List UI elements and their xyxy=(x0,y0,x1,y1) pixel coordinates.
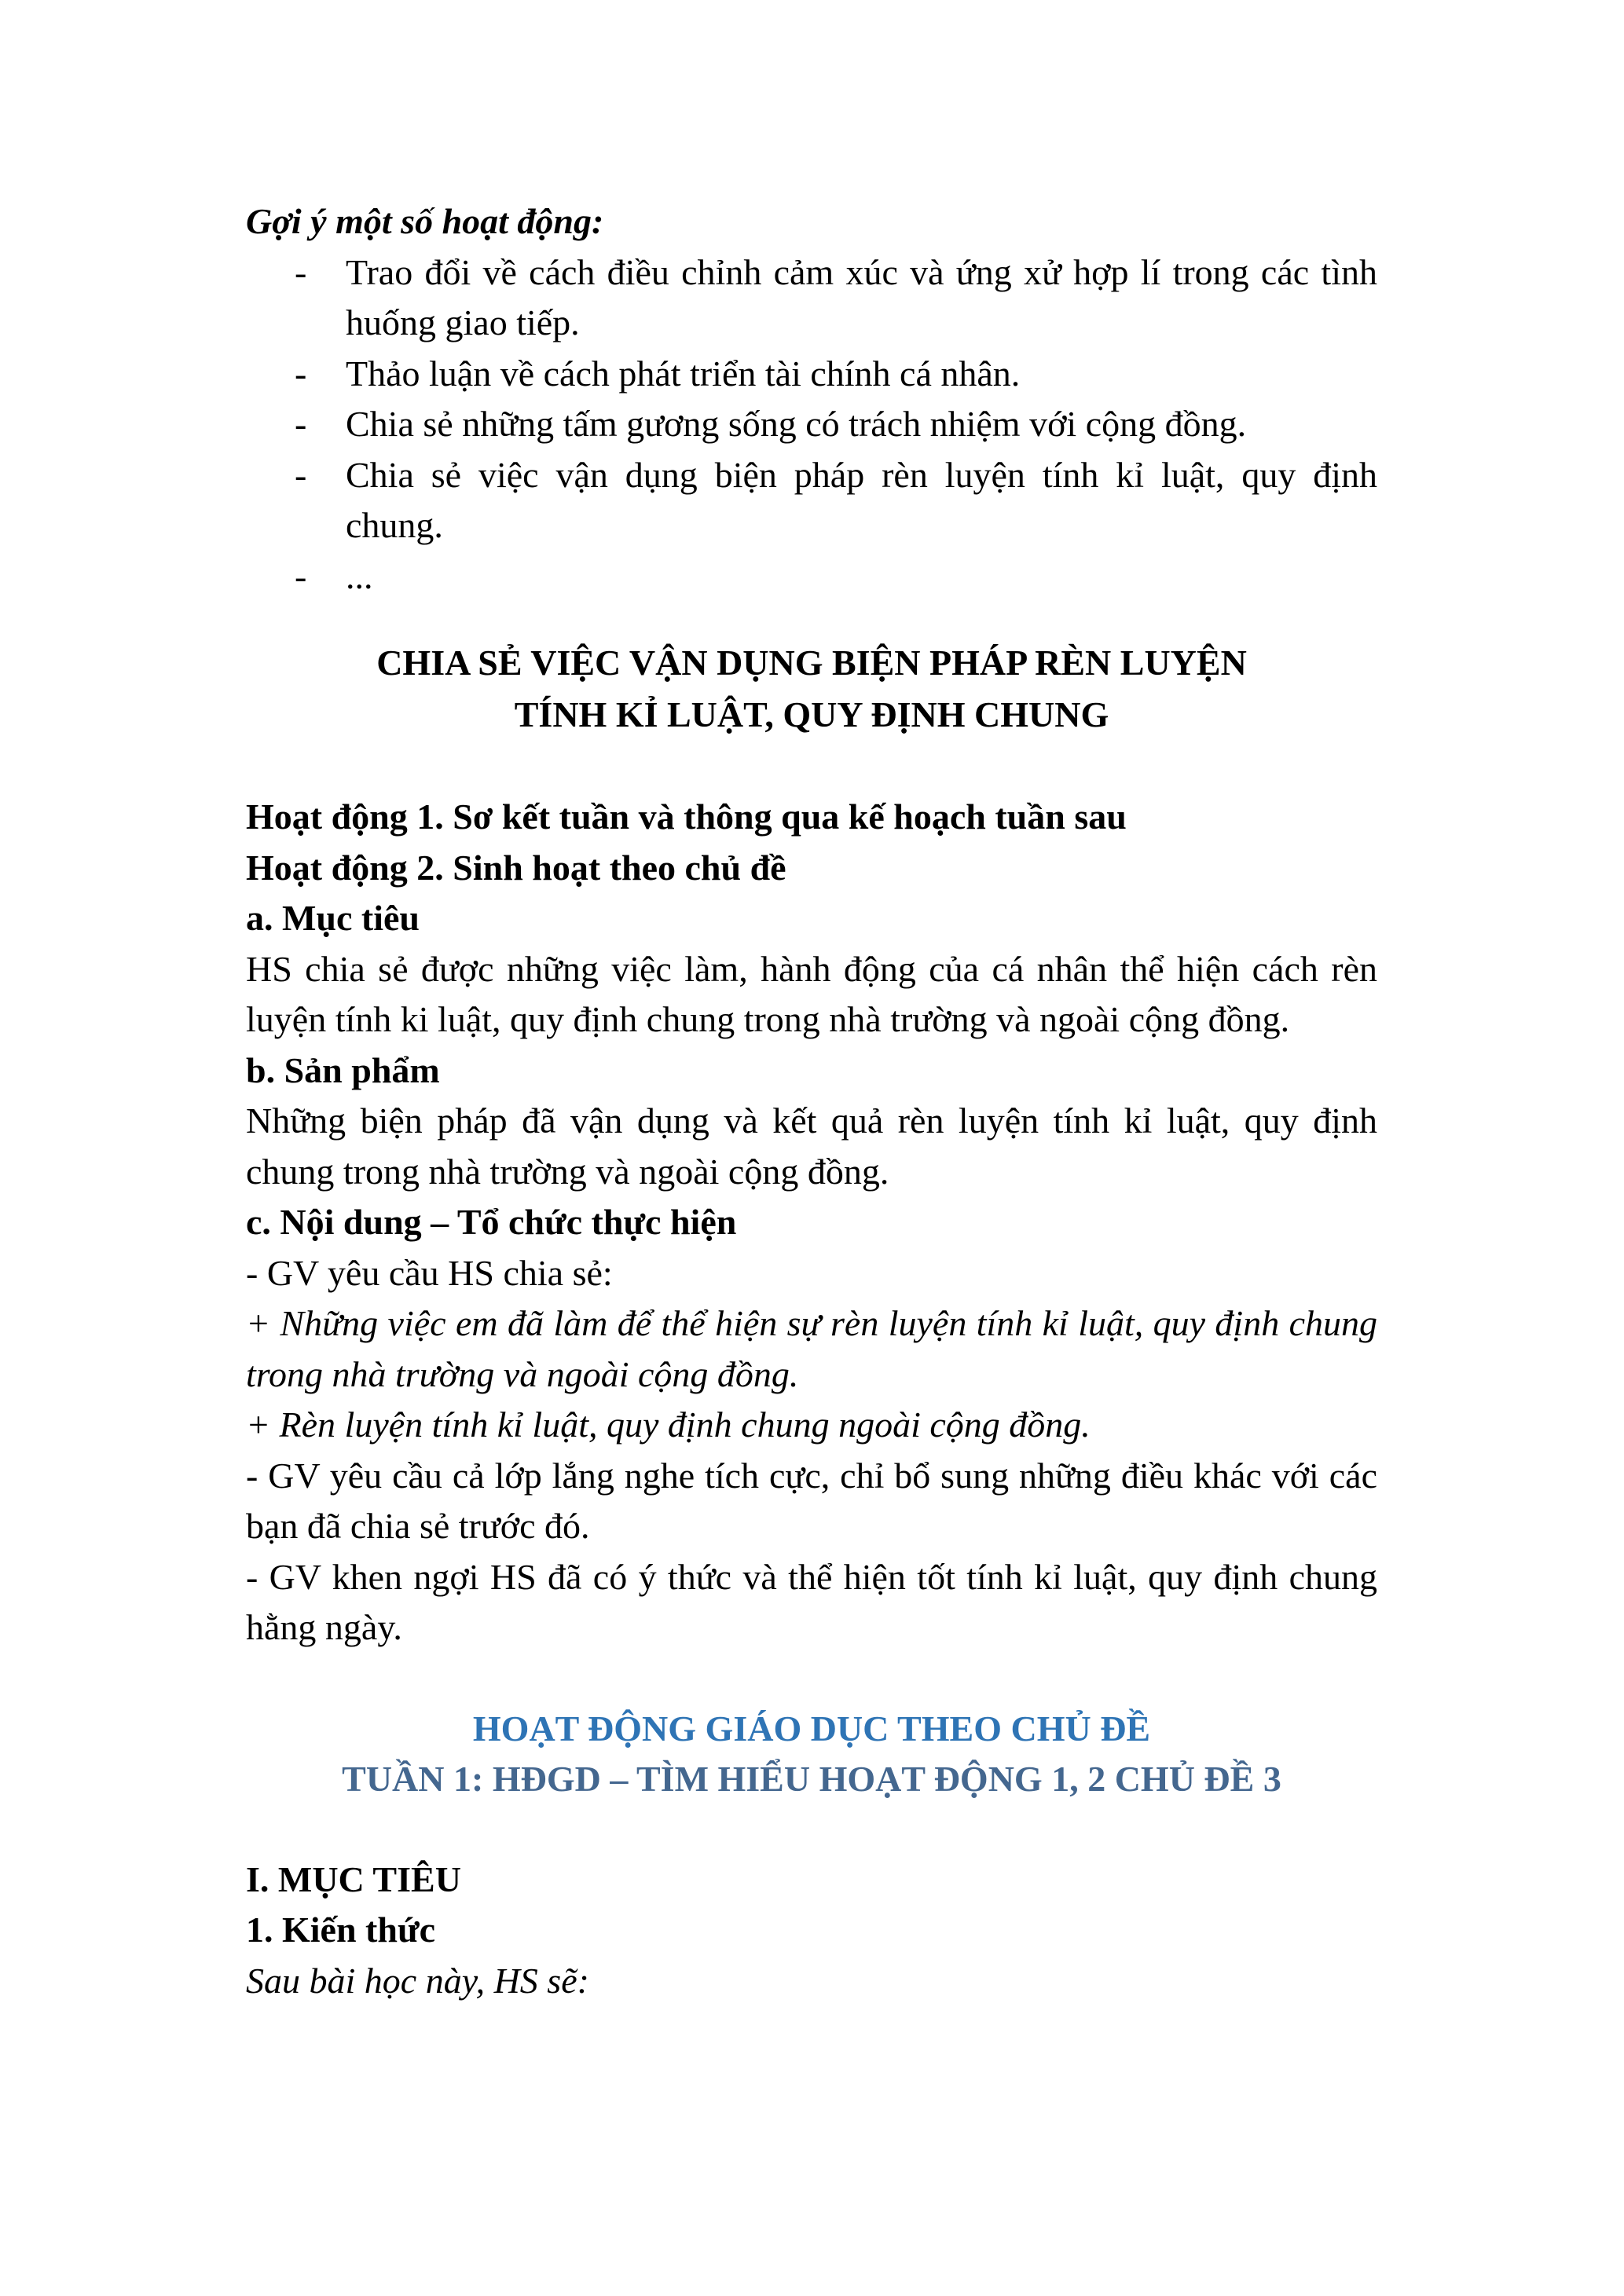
suggest-heading: Gợi ý một số hoạt động: xyxy=(246,201,604,241)
blue-title-line1: HOẠT ĐỘNG GIÁO DỤC THEO CHỦ ĐỀ xyxy=(472,1708,1151,1749)
list-dash: - xyxy=(295,555,307,596)
section-title-line2: TÍNH KỈ LUẬT, QUY ĐỊNH CHUNG xyxy=(514,694,1109,734)
list-item xyxy=(246,551,1377,602)
list-item xyxy=(246,247,1377,349)
list-item xyxy=(246,450,1377,551)
list-item xyxy=(246,349,1377,400)
product-text: Những biện pháp đã vận dụng và kết quả rèn luyện tính kỉ luật, quy định chung trong nhà trường và ngoài cộng đồng. xyxy=(246,1100,1377,1192)
product-heading: b. Sản phẩm xyxy=(246,1049,440,1090)
section-title xyxy=(246,637,1377,741)
list-item-text: ... xyxy=(346,555,373,596)
list-dash: - xyxy=(295,353,307,394)
list-item-text: Chia sẻ việc vận dụng biện pháp rèn luyện tính kỉ luật, quy định chung. xyxy=(346,454,1377,545)
list-item-text: Trao đổi về cách điều chỉnh cảm xúc và ứng xử hợp lí trong các tình huống giao tiếp. xyxy=(346,251,1377,342)
goals-heading: I. MỤC TIÊU xyxy=(246,1858,461,1899)
list-dash: - xyxy=(295,251,307,292)
list-dash: - xyxy=(295,404,307,444)
blue-section-title xyxy=(246,1704,1377,1804)
knowledge-heading: 1. Kiến thức xyxy=(246,1910,435,1950)
objective-text: HS chia sẻ được những việc làm, hành động của cá nhân thể hiện cách rèn luyện tính ki luật, quy định chung trong nhà trường và ngoài cộng đồng. xyxy=(246,948,1377,1039)
activity-1-heading: Hoạt động 1. Sơ kết tuần và thông qua kế hoạch tuần sau xyxy=(246,796,1127,837)
document-page xyxy=(246,196,1377,2006)
suggest-list xyxy=(246,247,1377,602)
list-item xyxy=(246,399,1377,450)
gv-request-line: - GV yêu cầu HS chia sẻ: xyxy=(246,1252,613,1293)
list-dash: - xyxy=(295,454,307,495)
content-heading: c. Nội dung – Tổ chức thực hiện xyxy=(246,1202,737,1242)
after-lesson-line: Sau bài học này, HS sẽ: xyxy=(246,1960,589,2001)
activity-2-heading: Hoạt động 2. Sinh hoạt theo chủ đề xyxy=(246,847,786,888)
list-item-text: Chia sẻ những tấm gương sống có trách nhiệm với cộng đồng. xyxy=(346,404,1247,444)
plus-line-1: + Những việc em đã làm để thể hiện sự rèn luyện tính kỉ luật, quy định chung trong nhà trường và ngoài cộng đồng. xyxy=(246,1303,1377,1394)
plus-line-2: + Rèn luyện tính kỉ luật, quy định chung ngoài cộng đồng. xyxy=(246,1404,1091,1445)
gv-listen-line: - GV yêu cầu cả lớp lắng nghe tích cực, chỉ bổ sung những điều khác với các bạn đã chia sẻ trước đó. xyxy=(246,1455,1377,1546)
section-title-line1: CHIA SẺ VIỆC VẬN DỤNG BIỆN PHÁP RÈN LUYỆN xyxy=(376,643,1247,683)
blue-title-line2: TUẦN 1: HĐGD – TÌM HIỂU HOẠT ĐỘNG 1, 2 CHỦ ĐỀ 3 xyxy=(342,1758,1281,1799)
gv-praise-line: - GV khen ngợi HS đã có ý thức và thể hiện tốt tính kỉ luật, quy định chung hằng ngày. xyxy=(246,1556,1377,1647)
objective-heading: a. Mục tiêu xyxy=(246,898,420,938)
list-item-text: Thảo luận về cách phát triển tài chính cá nhân. xyxy=(346,353,1021,394)
